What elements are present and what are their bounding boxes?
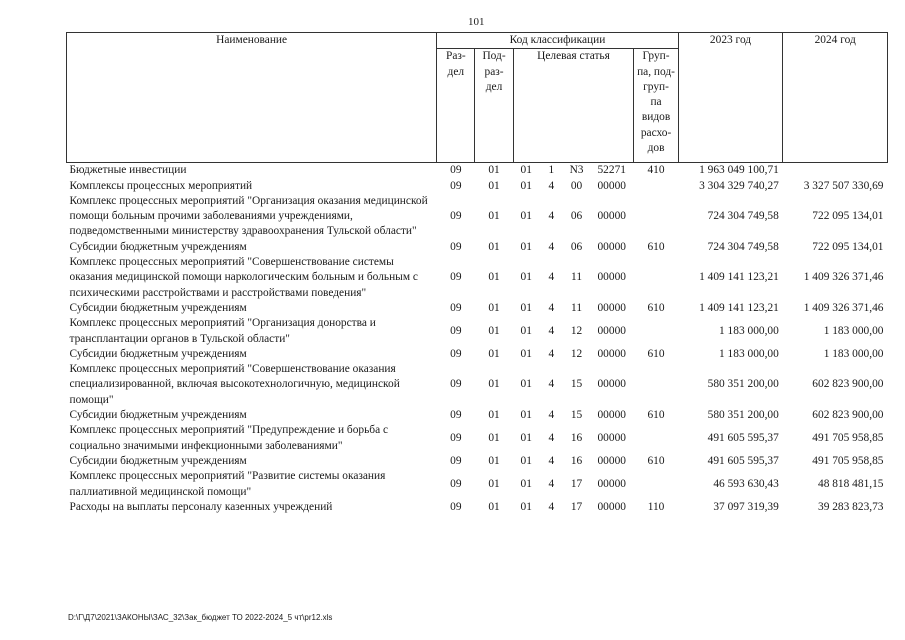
row-target-element: 17 xyxy=(570,477,583,490)
row-subsection: 01 xyxy=(488,210,500,223)
row-name: Комплекс процессных мероприятий "Организация донорства и трансплантации органов в Тульской области" xyxy=(69,317,376,345)
row-target-element: 11 xyxy=(571,301,583,314)
row-target-program: 01 xyxy=(520,210,532,223)
table-row xyxy=(67,163,888,179)
row-expense-type xyxy=(634,362,678,408)
row-amount-2024: 1 183 000,00 xyxy=(823,347,884,360)
row-target-direction: 00000 xyxy=(597,179,626,192)
row-target-direction: 00000 xyxy=(597,271,626,284)
header-target-article: Целевая статья xyxy=(513,49,634,163)
row-target-direction: 00000 xyxy=(597,210,626,223)
row-subsection: 01 xyxy=(488,454,500,467)
row-expense-type xyxy=(634,469,678,500)
page-number: 101 xyxy=(468,16,485,28)
row-amount-2023: 1 409 141 123,21 xyxy=(699,271,779,284)
row-name: Комплексы процессных мероприятий xyxy=(69,179,253,192)
row-target-element: 11 xyxy=(571,271,583,284)
row-name: Комплекс процессных мероприятий "Предупреждение и борьба с социально значимыми инфекционными заболеваниями" xyxy=(69,424,389,452)
header-2023: 2023 год xyxy=(678,33,783,163)
row-subsection: 01 xyxy=(488,431,500,444)
row-subsection: 01 xyxy=(488,500,500,513)
row-target-type: 4 xyxy=(548,477,555,490)
row-target-element: 12 xyxy=(570,324,583,337)
row-amount-2024: 491 705 958,85 xyxy=(812,431,884,444)
row-amount-2023: 491 605 595,37 xyxy=(707,431,779,444)
row-target-element: 15 xyxy=(570,378,583,391)
row-amount-2024: 48 818 481,15 xyxy=(818,477,884,490)
row-target-program: 01 xyxy=(520,409,532,422)
row-target-direction: 52271 xyxy=(597,164,626,177)
row-expense-type: 610 xyxy=(647,301,665,314)
row-target-program: 01 xyxy=(520,378,532,391)
row-target-program: 01 xyxy=(520,500,532,513)
header-2024: 2024 год xyxy=(783,33,888,163)
row-target-program: 01 xyxy=(520,477,532,490)
file-path-footer: D:\Г\Д7\2021\ЗАКОНЫ\ЗАС_32\Зак_бюджет ТО 2022-2024_5 чт\pr12.xls xyxy=(68,613,333,622)
table-row xyxy=(67,179,888,194)
row-target-element: 17 xyxy=(570,500,583,513)
table-row xyxy=(67,408,888,423)
row-expense-type: 610 xyxy=(647,347,665,360)
row-target-direction: 00000 xyxy=(597,347,626,360)
row-subsection: 01 xyxy=(488,240,500,253)
row-name: Субсидии бюджетным учреждениям xyxy=(69,347,247,360)
header-expense-group: Груп- па, под- груп- па видов расхо- дов xyxy=(634,49,678,163)
row-name: Бюджетные инвестиции xyxy=(69,164,187,177)
row-name: Комплекс процессных мероприятий "Совершенствование оказания специализированной, включая высокотехнологичную, медицинской помощи" xyxy=(69,363,400,406)
row-target-program: 01 xyxy=(520,347,532,360)
row-target-type: 4 xyxy=(548,409,555,422)
header-name: Наименование xyxy=(67,33,437,163)
row-amount-2024: 491 705 958,85 xyxy=(812,454,884,467)
row-amount-2023: 3 304 329 740,27 xyxy=(699,179,779,192)
row-expense-type xyxy=(634,316,678,347)
row-section: 09 xyxy=(450,301,462,314)
row-expense-type: 610 xyxy=(647,454,665,467)
row-amount-2024: 722 095 134,01 xyxy=(812,210,884,223)
row-target-direction: 00000 xyxy=(597,378,626,391)
row-subsection: 01 xyxy=(488,164,500,177)
row-target-direction: 00000 xyxy=(597,431,626,444)
row-target-type: 4 xyxy=(548,500,555,513)
row-subsection: 01 xyxy=(488,378,500,391)
row-target-type: 4 xyxy=(548,301,555,314)
row-subsection: 01 xyxy=(488,179,500,192)
row-section: 09 xyxy=(450,210,462,223)
row-target-element: 16 xyxy=(570,454,583,467)
budget-table xyxy=(66,32,888,515)
row-name: Расходы на выплаты персоналу казенных учреждений xyxy=(69,500,333,513)
row-target-program: 01 xyxy=(520,454,532,467)
row-target-program: 01 xyxy=(520,240,532,253)
row-name: Субсидии бюджетным учреждениям xyxy=(69,301,247,314)
row-target-program: 01 xyxy=(520,179,532,192)
row-amount-2023: 724 304 749,58 xyxy=(707,210,779,223)
table-row xyxy=(67,240,888,255)
row-name: Комплекс процессных мероприятий "Совершенствование системы оказания медицинской помощи наркологическим больным и больным с психическими расстройствами и расстройствами поведения" xyxy=(69,256,418,299)
row-section: 09 xyxy=(450,378,462,391)
row-expense-type: 410 xyxy=(647,164,665,177)
row-section: 09 xyxy=(450,477,462,490)
row-section: 09 xyxy=(450,240,462,253)
row-target-element: 12 xyxy=(570,347,583,360)
row-name: Комплекс процессных мероприятий "Развитие системы оказания паллиативной медицинской помощи" xyxy=(69,470,386,498)
table-row xyxy=(67,255,888,301)
table-row xyxy=(67,362,888,408)
row-section: 09 xyxy=(450,179,462,192)
row-section: 09 xyxy=(450,347,462,360)
row-section: 09 xyxy=(450,164,462,177)
table-row xyxy=(67,194,888,240)
row-amount-2023: 580 351 200,00 xyxy=(707,409,779,422)
row-amount-2023: 580 351 200,00 xyxy=(707,378,779,391)
row-target-program: 01 xyxy=(520,431,532,444)
row-name: Комплекс процессных мероприятий "Организация оказания медицинской помощи больным прочими заболеваниями учреждениями, подведомственными министерству здравоохранения Тульской области" xyxy=(69,194,428,238)
row-subsection: 01 xyxy=(488,301,500,314)
row-target-direction: 00000 xyxy=(597,324,626,337)
row-target-program: 01 xyxy=(520,164,532,177)
row-target-program: 01 xyxy=(520,324,532,337)
row-target-direction: 00000 xyxy=(597,240,626,253)
row-amount-2023: 1 409 141 123,21 xyxy=(699,301,779,314)
row-name: Субсидии бюджетным учреждениям xyxy=(69,454,247,467)
header-code: Код классификации xyxy=(437,33,678,49)
table-row xyxy=(67,500,888,515)
row-target-program: 01 xyxy=(520,301,532,314)
row-name: Субсидии бюджетным учреждениям xyxy=(69,240,247,253)
row-amount-2023: 491 605 595,37 xyxy=(707,454,779,467)
row-target-direction: 00000 xyxy=(597,409,626,422)
table-row xyxy=(67,469,888,500)
row-amount-2023: 724 304 749,58 xyxy=(707,240,779,253)
row-subsection: 01 xyxy=(488,477,500,490)
header-section: Раз- дел xyxy=(437,49,475,163)
row-target-program: 01 xyxy=(520,271,532,284)
row-target-type: 4 xyxy=(548,210,555,223)
row-target-direction: 00000 xyxy=(597,454,626,467)
row-amount-2024: 1 409 326 371,46 xyxy=(803,301,884,314)
row-subsection: 01 xyxy=(488,409,500,422)
row-section: 09 xyxy=(450,431,462,444)
row-target-type: 4 xyxy=(548,347,555,360)
row-amount-2024: 39 283 823,73 xyxy=(818,500,884,513)
row-amount-2024: 722 095 134,01 xyxy=(812,240,884,253)
row-target-type: 4 xyxy=(548,454,555,467)
row-expense-type: 610 xyxy=(647,409,665,422)
row-target-direction: 00000 xyxy=(597,477,626,490)
row-section: 09 xyxy=(450,454,462,467)
row-amount-2023: 1 183 000,00 xyxy=(719,347,779,360)
row-amount-2024: 602 823 900,00 xyxy=(812,409,884,422)
row-name: Субсидии бюджетным учреждениям xyxy=(69,409,247,422)
row-target-type: 4 xyxy=(548,240,555,253)
row-subsection: 01 xyxy=(488,271,500,284)
row-expense-type xyxy=(634,179,678,194)
row-target-type: 4 xyxy=(548,179,555,192)
table-body xyxy=(67,163,888,515)
row-amount-2023: 37 097 319,39 xyxy=(713,500,779,513)
row-amount-2023: 1 963 049 100,71 xyxy=(699,164,779,177)
row-amount-2024: 1 409 326 371,46 xyxy=(803,271,884,284)
row-amount-2023: 46 593 630,43 xyxy=(713,477,779,490)
row-section: 09 xyxy=(450,271,462,284)
row-expense-type xyxy=(634,194,678,240)
row-target-element: 16 xyxy=(570,431,583,444)
row-target-element: 00 xyxy=(570,179,583,192)
row-target-type: 4 xyxy=(548,271,555,284)
table-row xyxy=(67,316,888,347)
row-amount-2024 xyxy=(783,163,888,179)
row-expense-type xyxy=(634,423,678,454)
row-target-type: 1 xyxy=(548,164,555,177)
table-row xyxy=(67,423,888,454)
row-expense-type: 110 xyxy=(647,500,665,513)
row-section: 09 xyxy=(450,324,462,337)
row-amount-2024: 3 327 507 330,69 xyxy=(803,179,884,192)
row-section: 09 xyxy=(450,409,462,422)
row-expense-type: 610 xyxy=(647,240,665,253)
table-row xyxy=(67,347,888,362)
row-target-type: 4 xyxy=(548,378,555,391)
row-amount-2024: 602 823 900,00 xyxy=(812,378,884,391)
row-target-type: 4 xyxy=(548,324,555,337)
row-amount-2023: 1 183 000,00 xyxy=(719,324,779,337)
row-subsection: 01 xyxy=(488,347,500,360)
row-target-element: 06 xyxy=(570,210,583,223)
row-target-direction: 00000 xyxy=(597,500,626,513)
header-subsection: Под- раз- дел xyxy=(475,49,513,163)
row-target-element: 15 xyxy=(570,409,583,422)
row-expense-type xyxy=(634,255,678,301)
table-row xyxy=(67,301,888,316)
row-section: 09 xyxy=(450,500,462,513)
row-subsection: 01 xyxy=(488,324,500,337)
row-target-type: 4 xyxy=(548,431,555,444)
row-target-element: N3 xyxy=(569,164,584,177)
table-row xyxy=(67,454,888,469)
row-target-direction: 00000 xyxy=(597,301,626,314)
row-target-element: 06 xyxy=(570,240,583,253)
row-amount-2024: 1 183 000,00 xyxy=(823,324,884,337)
